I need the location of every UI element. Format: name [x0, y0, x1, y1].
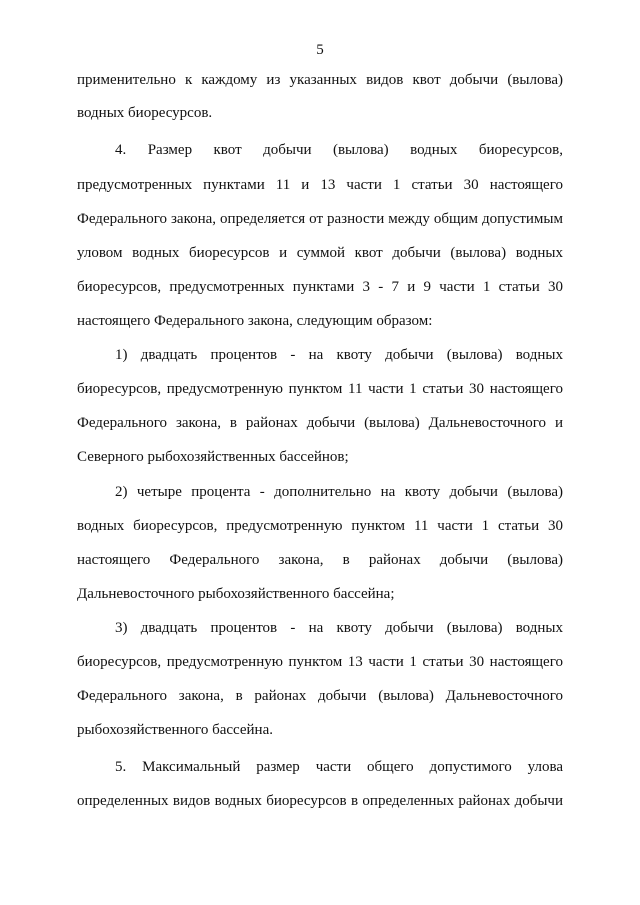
text-line: настоящего Федерального закона, в районах добычи (вылова): [77, 552, 563, 568]
text-line: биоресурсов, предусмотренных пунктами 3 - 7 и 9 части 1 статьи 30: [77, 279, 563, 295]
paragraph-5-first-line: 5. Максимальный размер части общего допустимого улова: [115, 759, 563, 775]
text-line: Федерального закона, определяется от разности между общим допустимым: [77, 211, 563, 227]
list-item-1-first-line: 1) двадцать процентов - на квоту добычи (вылова) водных: [115, 347, 563, 363]
text-line: уловом водных биоресурсов и суммой квот добычи (вылова) водных: [77, 245, 563, 261]
paragraph-4-first-line: 4. Размер квот добычи (вылова) водных биоресурсов,: [115, 142, 563, 158]
text-line: Федерального закона, в районах добычи (вылова) Дальневосточного: [77, 688, 563, 704]
text-line: определенных видов водных биоресурсов в определенных районах добычи: [77, 793, 563, 809]
text-line: Северного рыбохозяйственных бассейнов;: [77, 449, 349, 465]
text-line: биоресурсов, предусмотренную пунктом 11 части 1 статьи 30 настоящего: [77, 381, 563, 397]
text-line: биоресурсов, предусмотренную пунктом 13 части 1 статьи 30 настоящего: [77, 654, 563, 670]
list-item-2-first-line: 2) четыре процента - дополнительно на квоту добычи (вылова): [115, 484, 563, 500]
text-line: водных биоресурсов, предусмотренную пунктом 11 части 1 статьи 30: [77, 518, 563, 534]
text-line: Дальневосточного рыбохозяйственного бассейна;: [77, 586, 395, 602]
text-line: предусмотренных пунктами 11 и 13 части 1 статьи 30 настоящего: [77, 177, 563, 193]
text-line: Федерального закона, в районах добычи (вылова) Дальневосточного и: [77, 415, 563, 431]
text-line: рыбохозяйственного бассейна.: [77, 722, 273, 738]
text-line: водных биоресурсов.: [77, 105, 213, 121]
text-line: применительно к каждому из указанных видов квот добычи (вылова): [77, 72, 563, 88]
list-item-3-first-line: 3) двадцать процентов - на квоту добычи (вылова) водных: [115, 620, 563, 636]
page-number: 5: [316, 42, 324, 58]
text-line: настоящего Федерального закона, следующим образом:: [77, 313, 433, 329]
